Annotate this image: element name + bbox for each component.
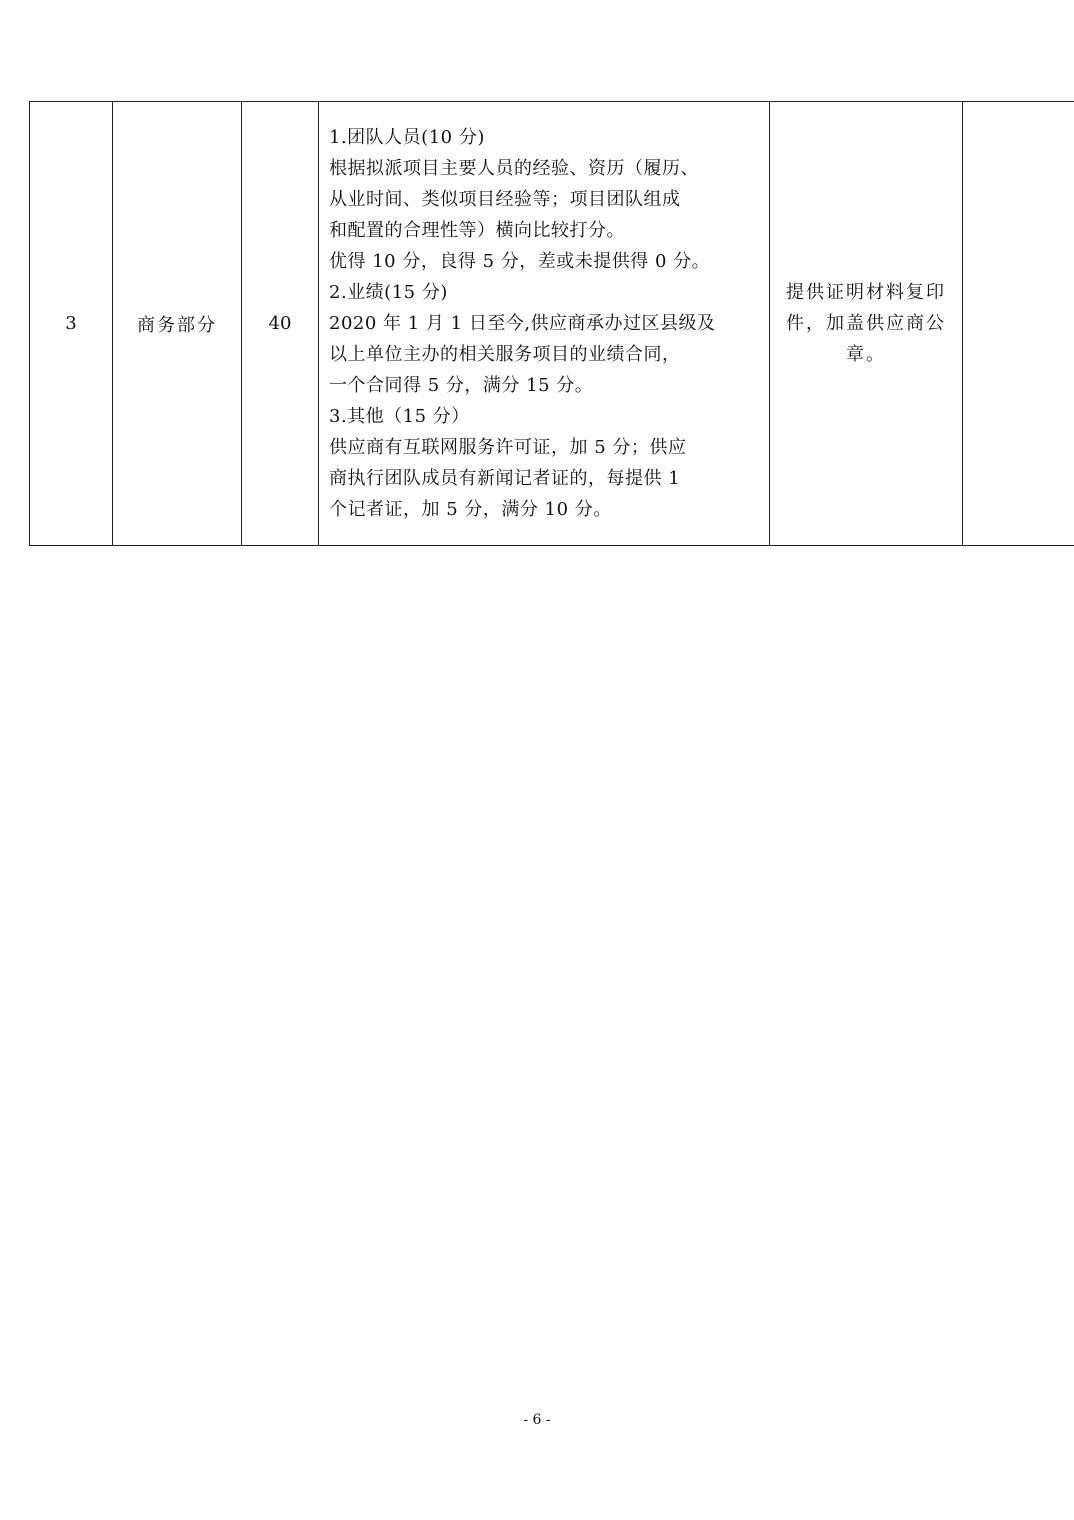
criteria-line: 一个合同得 5 分，满分 15 分。 xyxy=(329,375,594,396)
criteria-line: 根据拟派项目主要人员的经验、资历（履历、 xyxy=(329,158,699,179)
criteria-line: 优得 10 分，良得 5 分，差或未提供得 0 分。 xyxy=(329,251,711,272)
criteria-line: 供应商有互联网服务许可证，加 5 分；供应 xyxy=(329,437,687,458)
criteria-line: 1.团队人员(10 分) xyxy=(329,127,485,148)
criteria-line: 个记者证，加 5 分，满分 10 分。 xyxy=(329,499,612,520)
criteria-line: 商执行团队成员有新闻记者证的，每提供 1 xyxy=(329,468,681,489)
remark-cell xyxy=(963,102,1074,546)
category-cell: 商务部分 xyxy=(113,102,242,546)
item-number-cell: 3 xyxy=(30,102,113,546)
page-number: - 6 - xyxy=(523,1412,551,1428)
criteria-line: 2.业绩(15 分) xyxy=(329,282,448,303)
requirement-cell: 提供证明材料复印件，加盖供应商公章。 xyxy=(770,102,963,546)
criteria-line: 从业时间、类似项目经验等；项目团队组成 xyxy=(329,189,681,210)
criteria-line: 3.其他（15 分） xyxy=(329,406,470,427)
score-cell: 40 xyxy=(242,102,319,546)
criteria-line: 和配置的合理性等）横向比较打分。 xyxy=(329,220,625,241)
criteria-line: 2020 年 1 月 1 日至今,供应商承办过区县级及 xyxy=(329,313,716,334)
scoring-table xyxy=(29,101,1074,546)
criteria-cell xyxy=(319,102,770,546)
criteria-line: 以上单位主办的相关服务项目的业绩合同， xyxy=(329,344,681,365)
table-row xyxy=(30,102,1074,546)
